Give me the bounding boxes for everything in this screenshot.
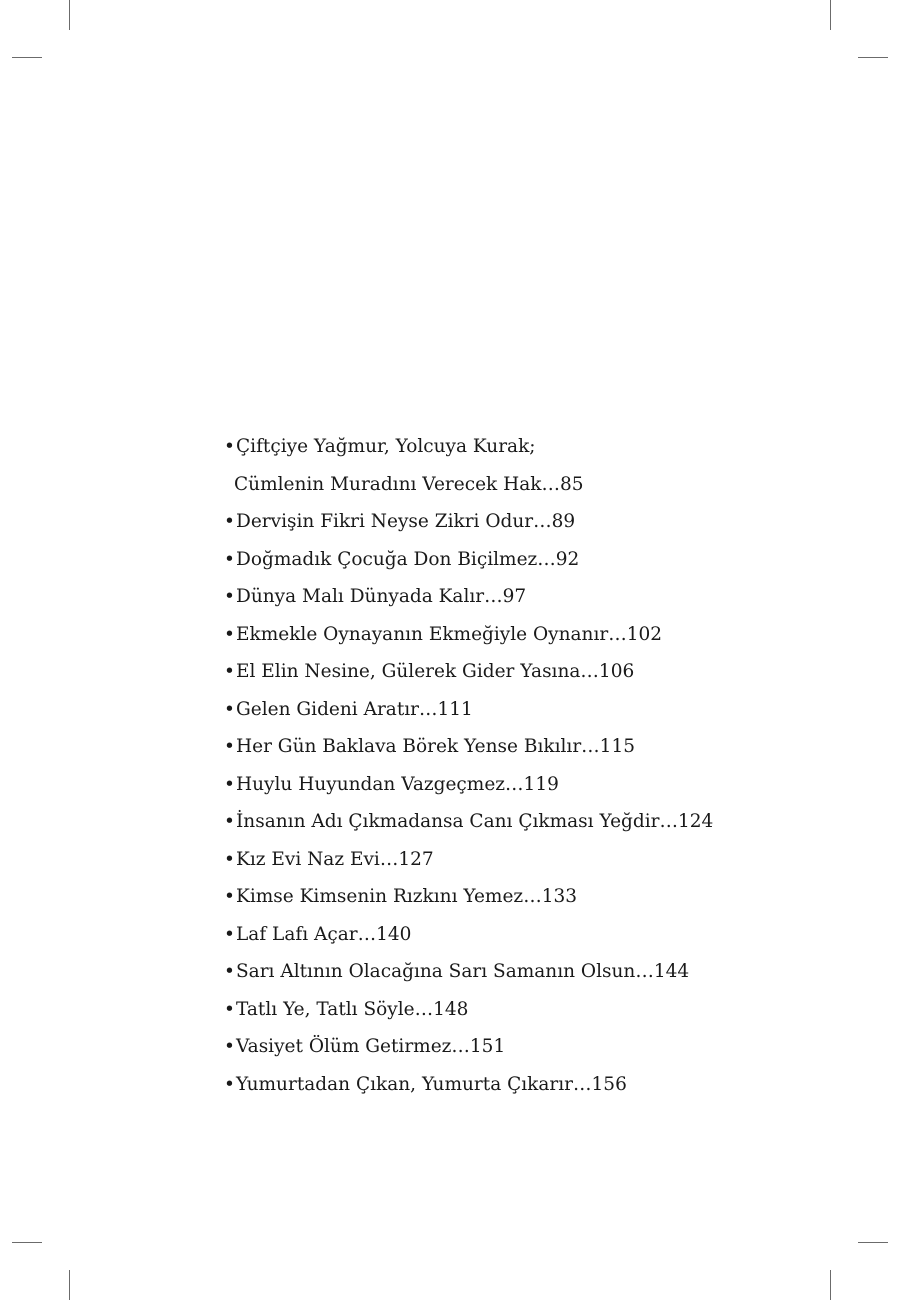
bullet-icon: • xyxy=(224,923,235,945)
toc-entry xyxy=(224,578,784,616)
toc-entry xyxy=(224,766,784,804)
toc-entry-title: Ekmekle Oynayanın Ekmeğiyle Oynanır xyxy=(236,623,609,645)
bullet-icon: • xyxy=(224,548,235,570)
bullet-icon: • xyxy=(224,886,235,907)
toc-entry-title: İnsanın Adı Çıkmadansa Canı Çıkması Yeğdir xyxy=(236,811,660,832)
crop-mark-top-left xyxy=(69,0,70,30)
crop-mark-bottom-left-h xyxy=(12,1242,42,1243)
toc-page-number: 115 xyxy=(599,736,635,757)
toc-leader: … xyxy=(523,886,542,907)
toc-page-number: 140 xyxy=(376,923,412,945)
toc-entry-title: El Elin Nesine, Gülerek Gider Yasına xyxy=(236,661,581,682)
toc-entry xyxy=(224,728,784,766)
toc-leader: … xyxy=(635,961,654,982)
toc-entry-title: Dervişin Fikri Neyse Zikri Odur xyxy=(236,511,534,532)
toc-entry-title: Kız Evi Naz Evi xyxy=(236,848,380,870)
crop-mark-top-right xyxy=(830,0,831,30)
toc-page-number: 156 xyxy=(591,1073,627,1095)
bullet-icon: • xyxy=(224,1036,235,1057)
toc-entry-title: Vasiyet Ölüm Getirmez xyxy=(236,1036,452,1057)
bullet-icon: • xyxy=(224,436,235,457)
toc-leader: … xyxy=(505,773,524,795)
toc-leader: … xyxy=(414,998,434,1020)
toc-entry-title: Huylu Huyundan Vazgeçmez xyxy=(236,773,506,795)
toc-entry-title: Dünya Malı Dünyada Kalır xyxy=(236,586,485,607)
toc-entry-title: Çiftçiye Yağmur, Yolcuya Kurak; xyxy=(236,436,536,457)
toc-entry xyxy=(224,653,784,691)
toc-leader: … xyxy=(573,1073,592,1095)
toc-entry xyxy=(224,991,784,1029)
toc-leader: … xyxy=(581,736,600,757)
toc-entry-title: Her Gün Baklava Börek Yense Bıkılır xyxy=(236,736,582,757)
bullet-icon: • xyxy=(224,961,235,982)
crop-mark-bottom-right xyxy=(830,1270,831,1300)
toc-entry-title: Sarı Altının Olacağına Sarı Samanın Olsun xyxy=(236,961,636,982)
toc-page-number: 124 xyxy=(677,811,714,832)
toc-entry xyxy=(224,841,784,879)
toc-leader: … xyxy=(484,586,503,607)
toc-entry-title: Laf Lafı Açar xyxy=(236,923,358,945)
bullet-icon: • xyxy=(224,736,235,757)
toc-entry xyxy=(224,503,784,541)
crop-mark-bottom-left xyxy=(69,1270,70,1300)
toc-page-number: 106 xyxy=(598,661,635,682)
toc-page-number: 92 xyxy=(555,548,580,570)
toc-page-number: 102 xyxy=(626,623,663,645)
toc-entry xyxy=(224,616,784,654)
bullet-icon: • xyxy=(224,848,235,870)
toc-entry xyxy=(224,691,784,729)
toc-entry xyxy=(224,953,784,991)
bullet-icon: • xyxy=(224,811,235,832)
toc-leader: … xyxy=(533,511,552,532)
toc-leader: … xyxy=(451,1036,470,1057)
toc-entry xyxy=(224,541,784,579)
toc-entry-title: Yumurtadan Çıkan, Yumurta Çıkarır xyxy=(236,1073,574,1095)
toc-leader: … xyxy=(541,473,560,495)
toc-entry-title: Doğmadık Çocuğa Don Biçilmez xyxy=(236,548,538,570)
toc-entry-continuation xyxy=(224,466,784,504)
bullet-icon: • xyxy=(224,773,235,795)
crop-mark-bottom-right-h xyxy=(858,1242,888,1243)
toc-entry-title: Gelen Gideni Aratır xyxy=(236,698,420,720)
toc-entry xyxy=(224,1066,784,1104)
toc-leader: … xyxy=(608,623,627,645)
bullet-icon: • xyxy=(224,623,235,645)
bullet-icon: • xyxy=(224,511,235,532)
toc-page-number: 127 xyxy=(398,848,434,870)
bullet-icon: • xyxy=(224,698,235,720)
toc-entry-title: Kimse Kimsenin Rızkını Yemez xyxy=(236,886,524,907)
toc-entry xyxy=(224,428,784,466)
toc-entry xyxy=(224,878,784,916)
toc-entry-title: Tatlı Ye, Tatlı Söyle xyxy=(236,998,415,1020)
toc-entry-title: Cümlenin Muradını Verecek Hak xyxy=(234,473,542,495)
toc-entry xyxy=(224,1028,784,1066)
toc-leader: … xyxy=(419,698,438,720)
crop-mark-top-right-h xyxy=(858,57,888,58)
toc-leader: … xyxy=(659,811,678,832)
toc-page-number: 144 xyxy=(653,961,690,982)
bullet-icon: • xyxy=(224,661,235,682)
crop-mark-top-left-h xyxy=(12,57,42,58)
toc-page-number: 85 xyxy=(559,473,584,495)
toc-leader: … xyxy=(357,923,377,945)
toc-leader: … xyxy=(379,848,399,870)
bullet-icon: • xyxy=(224,586,235,607)
table-of-contents xyxy=(224,428,784,1103)
toc-page-number: 119 xyxy=(523,773,559,795)
bullet-icon: • xyxy=(224,998,235,1020)
toc-leader: … xyxy=(580,661,599,682)
toc-page-number: 97 xyxy=(502,586,527,607)
toc-entry xyxy=(224,803,784,841)
bullet-icon: • xyxy=(224,1073,235,1095)
toc-page-number: 111 xyxy=(437,698,473,720)
toc-page-number: 133 xyxy=(541,886,577,907)
toc-page-number: 89 xyxy=(551,511,576,532)
toc-page-number: 151 xyxy=(469,1036,506,1057)
toc-page-number: 148 xyxy=(433,998,469,1020)
toc-entry xyxy=(224,916,784,954)
toc-leader: … xyxy=(537,548,556,570)
